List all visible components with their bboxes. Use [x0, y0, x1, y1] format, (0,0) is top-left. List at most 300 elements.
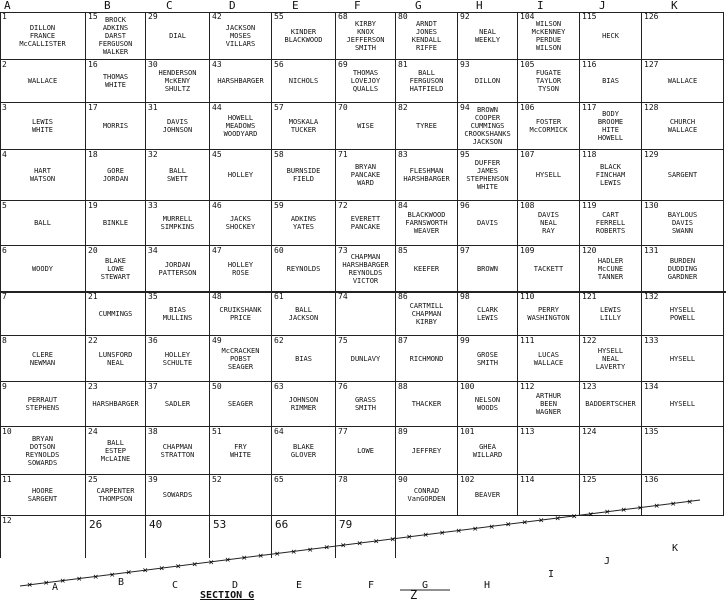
owner-name: BALL — [107, 438, 124, 447]
owner-name: SWANN — [671, 227, 694, 235]
owner-name: HADLER — [597, 256, 624, 265]
owner-name: GARDNER — [667, 272, 698, 281]
bottom-column-letter: E — [296, 580, 303, 591]
fence-x-mark: × — [390, 534, 396, 545]
fence-x-mark: × — [159, 564, 165, 575]
fence-x-mark: × — [109, 570, 115, 581]
plot-number: 35 — [148, 292, 158, 301]
owner-name: McKENNEY — [531, 27, 566, 36]
plot-number: 42 — [212, 12, 222, 21]
owner-name: HENDERSON — [158, 69, 197, 77]
owner-name: VanGORDEN — [407, 495, 446, 503]
owner-name: BROWN — [476, 264, 499, 273]
owner-name: TANNER — [597, 272, 624, 281]
owner-name: WALLACE — [533, 358, 564, 367]
plot-number: 63 — [274, 382, 284, 391]
fence-x-mark: × — [192, 559, 198, 570]
owner-name: SADLER — [164, 400, 191, 408]
owner-name: MEADOWS — [225, 122, 256, 130]
plot-number: 83 — [398, 150, 408, 159]
fence-x-mark: × — [142, 566, 148, 577]
owner-name: HARSHBARGER — [217, 77, 264, 85]
owner-name: LEWIS — [31, 118, 54, 126]
owner-name: TUCKER — [290, 126, 317, 134]
plot-number: 106 — [520, 103, 535, 112]
owner-name: RIMMER — [290, 404, 317, 412]
owner-name: THOMAS — [102, 73, 129, 81]
owner-name: JORDAN — [164, 260, 191, 269]
fence-x-mark: × — [60, 576, 66, 587]
fence-x-mark: × — [588, 509, 594, 520]
plot-number: 5 — [2, 201, 7, 210]
fence-x-mark: × — [687, 497, 693, 508]
owner-name: VICTOR — [352, 276, 379, 285]
fence-x-mark: × — [27, 580, 33, 591]
owner-name: JEFFERSON — [346, 35, 385, 44]
plot-number: 6 — [2, 246, 7, 255]
fence-x-mark: × — [406, 532, 412, 543]
owner-name: WILLARD — [472, 450, 503, 459]
plot-number: 77 — [338, 427, 348, 436]
owner-name: HYSELL — [597, 346, 624, 355]
plot-number: 40 — [149, 518, 163, 531]
owner-name: DOTSON — [29, 442, 56, 451]
plot-number: 22 — [88, 336, 98, 345]
column-letter: B — [104, 0, 111, 12]
owner-name: NEAL — [540, 219, 557, 227]
owner-name: BROWN — [476, 106, 499, 114]
plot-number: 1 — [2, 12, 7, 21]
plot-number: 20 — [88, 246, 98, 255]
owner-name: GLOVER — [290, 450, 317, 459]
owner-name: BINKLE — [102, 219, 129, 227]
owner-name: MULLINS — [162, 313, 193, 322]
bottom-column-letter: H — [484, 580, 491, 591]
owner-name: BALL — [34, 219, 51, 227]
owner-name: BURDEN — [669, 256, 696, 265]
plot-number: 125 — [582, 475, 597, 484]
owner-name: CUMMINGS — [98, 309, 133, 318]
fence-x-mark: × — [76, 574, 82, 585]
owner-name: STEWART — [100, 272, 131, 281]
owner-name: CLARK — [476, 305, 499, 314]
owner-name: GRASS — [354, 396, 377, 404]
owner-name: HYSELL — [669, 305, 696, 314]
plot-number: 64 — [274, 427, 284, 436]
plot-number: 23 — [88, 382, 98, 391]
owner-name: BIAS — [169, 305, 186, 314]
owner-name: WALLACE — [667, 126, 698, 134]
owner-name: CARTMILL — [409, 301, 444, 310]
plot-number: 39 — [148, 475, 158, 484]
fence-x-mark: × — [340, 541, 346, 552]
owner-name: FINCHAM — [595, 171, 626, 179]
owner-name: BALL — [169, 167, 186, 175]
owner-name: RICHMOND — [409, 354, 444, 363]
plot-number: 15 — [88, 12, 98, 21]
plot-number: 65 — [274, 475, 284, 484]
plot-number: 8 — [2, 336, 7, 345]
plot-number: 34 — [148, 246, 158, 255]
owner-name: JEFFREY — [411, 446, 442, 455]
owner-name: FERGUSON — [409, 77, 444, 85]
plot-number: 113 — [520, 427, 535, 436]
bottom-column-letter: J — [604, 556, 611, 567]
plot-number: 75 — [338, 336, 348, 345]
owner-name: SHOCKEY — [225, 223, 256, 231]
owner-name: HYSELL — [669, 400, 696, 408]
plot-number: 89 — [398, 427, 408, 436]
owner-name: GROSE — [476, 350, 499, 359]
fence-x-mark: × — [637, 503, 643, 514]
plot-number: 101 — [460, 427, 475, 436]
plot-number: 88 — [398, 382, 408, 391]
plot-number: 132 — [644, 292, 659, 301]
plot-number: 11 — [2, 475, 12, 484]
owner-name: WALLACE — [27, 77, 58, 85]
owner-name: JACKSON — [288, 313, 319, 322]
owner-name: THOMAS — [352, 69, 379, 77]
owner-name: KNOX — [357, 27, 374, 36]
plot-number: 12 — [2, 516, 12, 525]
owner-name: GHEA — [479, 442, 496, 451]
owner-name: STEPHENSON — [466, 175, 509, 183]
plot-number: 53 — [213, 518, 227, 531]
column-letter: I — [537, 0, 544, 12]
owner-name: HART — [34, 167, 51, 175]
fence-x-mark: × — [291, 547, 297, 558]
owner-name: BIAS — [602, 77, 619, 85]
owner-name: JONES — [415, 27, 438, 36]
plot-number: 18 — [88, 150, 98, 159]
owner-name: CARPENTER — [96, 487, 135, 495]
fence-x-mark: × — [93, 572, 99, 583]
owner-name: KINDER — [290, 27, 317, 36]
plot-number: 79 — [339, 518, 353, 531]
owner-name: WEEKLY — [474, 35, 501, 44]
owner-name: PATTERSON — [158, 268, 197, 277]
plot-number: 134 — [644, 382, 659, 391]
plot-number: 24 — [88, 427, 98, 436]
owner-name: McCRACKEN — [221, 346, 260, 355]
owner-name: DAVIS — [671, 219, 694, 227]
owner-name: EVERETT — [350, 215, 381, 223]
owner-name: McCUNE — [597, 264, 624, 273]
owner-name: YATES — [292, 223, 315, 231]
owner-name: JAMES — [476, 167, 499, 175]
owner-name: STEPHENS — [25, 404, 60, 412]
plot-number: 36 — [148, 336, 158, 345]
owner-name: ESTEP — [104, 446, 127, 455]
owner-name: FRY — [234, 442, 247, 451]
owner-name: BLACKWOOD — [407, 211, 446, 219]
fence-x-mark: × — [522, 518, 528, 529]
owner-name: WEAVER — [413, 227, 440, 235]
bottom-column-letter: B — [118, 577, 125, 588]
owner-name: BEEN — [540, 400, 557, 408]
owner-name: LEWIS — [476, 313, 499, 322]
owner-name: CRUIKSHANK — [219, 305, 262, 314]
owner-name: MURRELL — [162, 215, 193, 223]
plot-number: 78 — [338, 475, 348, 484]
plot-number: 124 — [582, 427, 597, 436]
owner-name: RIFFE — [415, 43, 438, 52]
owner-name: BALL — [418, 69, 435, 77]
plot-number: 84 — [398, 201, 408, 210]
plot-number: 70 — [338, 103, 348, 112]
owner-name: FLESHMAN — [409, 167, 444, 175]
plot-number: 30 — [148, 60, 158, 69]
plot-number: 90 — [398, 475, 408, 484]
owner-name: BLAKE — [292, 442, 315, 451]
owner-name: SOWARDS — [27, 458, 58, 467]
owner-name: HARSHBARGER — [92, 400, 139, 408]
owner-name: WOODS — [476, 404, 499, 412]
owner-name: HOLLEY — [164, 350, 191, 359]
fence-x-mark: × — [274, 549, 280, 560]
owner-name: ARTHUR — [535, 392, 562, 400]
owner-name: CLERE — [31, 350, 54, 359]
plot-number: 104 — [520, 12, 535, 21]
owner-name: SEAGER — [227, 362, 254, 371]
owner-name: RAY — [542, 227, 555, 235]
owner-name: WARD — [357, 179, 374, 187]
fence-x-mark: × — [489, 522, 495, 533]
plot-number: 58 — [274, 150, 284, 159]
fence-x-mark: × — [324, 543, 330, 554]
plot-number: 21 — [88, 292, 98, 301]
fence-x-mark: × — [258, 551, 264, 562]
bottom-column-letter: D — [232, 580, 239, 591]
owner-name: PERRAUT — [27, 396, 58, 404]
owner-name: TAYLOR — [535, 77, 562, 85]
plot-number: 94 — [460, 103, 470, 112]
owner-name: ROBERTS — [595, 227, 626, 235]
owner-name: SARGENT — [667, 171, 698, 179]
plot-number: 97 — [460, 246, 470, 255]
plot-number: 115 — [582, 12, 597, 21]
section-label: SECTION G — [200, 590, 255, 601]
plot-number: 73 — [338, 246, 348, 255]
owner-name: BAYLOUS — [667, 211, 698, 219]
fence-x-mark: × — [43, 578, 49, 589]
owner-name: JACKSON — [472, 138, 503, 146]
plot-number: 110 — [520, 292, 535, 301]
owner-name: HOLLEY — [227, 260, 254, 269]
plot-number: 31 — [148, 103, 158, 112]
owner-name: JACKSON — [225, 23, 256, 32]
fence-x-mark: × — [126, 568, 132, 579]
plot-number: 107 — [520, 150, 535, 159]
owner-name: JOHNSON — [288, 396, 319, 404]
column-letter: A — [4, 0, 11, 12]
owner-name: COOPER — [474, 114, 501, 122]
owner-name: MOSES — [229, 31, 252, 40]
plot-number: 16 — [88, 60, 98, 69]
fence-x-mark: × — [423, 530, 429, 541]
owner-name: WHITE — [31, 126, 54, 134]
plot-number: 55 — [274, 12, 284, 21]
plot-number: 44 — [212, 103, 222, 112]
plot-number: 61 — [274, 292, 284, 301]
bottom-column-letter: G — [422, 580, 429, 591]
fence-x-mark: × — [307, 545, 313, 556]
plot-number: 57 — [274, 103, 284, 112]
owner-name: JOHNSON — [162, 126, 193, 134]
owner-name: VILLARS — [225, 39, 256, 48]
plot-number: 85 — [398, 246, 408, 255]
owner-name: McCORMICK — [529, 126, 568, 134]
owner-name: SEAGER — [227, 400, 254, 408]
owner-name: SARGENT — [27, 495, 58, 503]
owner-name: DUFFER — [474, 159, 501, 167]
owner-name: JORDAN — [102, 175, 129, 183]
owner-name: BALL — [295, 305, 312, 314]
owner-name: WASHINGTON — [527, 313, 570, 322]
owner-name: BLAKE — [104, 256, 127, 265]
bottom-column-letter: K — [672, 543, 679, 554]
owner-name: SMITH — [354, 43, 377, 52]
bottom-column-letter: I — [548, 569, 555, 580]
fence-x-mark: × — [357, 539, 363, 549]
plot-number: 49 — [212, 336, 222, 345]
plot-number: 87 — [398, 336, 408, 345]
bottom-column-letter: C — [172, 580, 179, 591]
owner-name: CART — [602, 211, 619, 219]
owner-name: FOSTER — [535, 118, 562, 126]
plot-number: 60 — [274, 246, 284, 255]
plot-number: 105 — [520, 60, 535, 69]
owner-name: DAVIS — [166, 118, 189, 126]
plot-number: 116 — [582, 60, 597, 69]
owner-name: MOSKALA — [288, 118, 319, 126]
owner-name: HOLLEY — [227, 171, 254, 179]
plot-number: 59 — [274, 201, 284, 210]
owner-name: QUALLS — [352, 85, 379, 93]
fence-x-mark: × — [208, 557, 214, 568]
owner-name: LUCAS — [537, 350, 560, 359]
owner-name: BROOME — [597, 118, 624, 126]
owner-name: WALKER — [102, 47, 129, 56]
owner-name: MORRIS — [102, 122, 129, 130]
owner-name: PANCAKE — [350, 171, 381, 179]
plot-number: 131 — [644, 246, 659, 255]
owner-name: POBST — [229, 354, 252, 363]
owner-name: CHAPMAN — [350, 252, 381, 261]
plot-number: 123 — [582, 382, 597, 391]
owner-name: WHITE — [229, 450, 252, 459]
owner-name: WILSON — [535, 43, 562, 52]
owner-name: WHITE — [476, 183, 499, 191]
owner-name: NEWMAN — [29, 358, 56, 367]
owner-name: CROOKSHANKS — [464, 130, 511, 138]
plot-number: 3 — [2, 103, 7, 112]
plot-number: 96 — [460, 201, 470, 210]
plot-number: 121 — [582, 292, 597, 301]
owner-name: REYNOLDS — [348, 268, 383, 277]
owner-name: HOORE — [31, 487, 54, 495]
owner-name: BLACK — [599, 163, 622, 171]
owner-name: CUMMINGS — [470, 122, 505, 130]
owner-name: KIRBY — [415, 317, 438, 326]
plot-number: 95 — [460, 150, 470, 159]
owner-name: NELSON — [474, 396, 501, 404]
owner-name: DAVIS — [537, 211, 560, 219]
plot-number: 117 — [582, 103, 597, 112]
plot-number: 129 — [644, 150, 659, 159]
owner-name: NICHOLS — [288, 77, 319, 85]
fence-x-mark: × — [571, 511, 577, 522]
owner-name: PANCAKE — [350, 223, 381, 231]
fence-x-mark: × — [538, 516, 544, 527]
fence-x-mark: × — [604, 507, 610, 518]
plot-number: 2 — [2, 60, 7, 69]
column-letter: F — [354, 0, 361, 12]
fence-x-mark: × — [225, 555, 231, 566]
owner-name: McCALLISTER — [19, 39, 66, 48]
owner-name: KENDALL — [411, 35, 442, 44]
plot-number: 133 — [644, 336, 659, 345]
owner-name: WAGNER — [535, 408, 562, 416]
plot-number: 118 — [582, 150, 597, 159]
owner-name: NEAL — [107, 358, 124, 367]
owner-name: HOWELL — [227, 114, 254, 122]
owner-name: FERGUSON — [98, 39, 133, 48]
plot-number: 37 — [148, 382, 158, 391]
owner-name: HYSELL — [669, 354, 696, 363]
owner-name: WHITE — [104, 81, 127, 89]
owner-name: ROSE — [232, 268, 249, 277]
plot-number: 71 — [338, 150, 348, 159]
bottom-column-letter: F — [368, 580, 375, 591]
plot-number: 29 — [148, 12, 158, 21]
plot-number: 119 — [582, 201, 597, 210]
fence-x-mark: × — [472, 524, 478, 535]
owner-name: WOODYARD — [223, 130, 258, 138]
fence-x-mark: × — [175, 561, 181, 572]
owner-name: BRYAN — [354, 163, 377, 171]
plot-number: 72 — [338, 201, 348, 210]
plot-number: 56 — [274, 60, 284, 69]
plot-number: 68 — [338, 12, 348, 21]
owner-name: JACKS — [229, 215, 252, 223]
owner-name: LEWIS — [599, 179, 622, 187]
plot-number: 4 — [2, 150, 7, 159]
plot-number: 52 — [212, 475, 222, 484]
fence-x-mark: × — [439, 528, 445, 539]
owner-name: HARSHBARGER — [342, 260, 389, 269]
plot-number: 43 — [212, 60, 222, 69]
owner-name: SWETT — [166, 175, 189, 183]
plot-number: 38 — [148, 427, 158, 436]
owner-name: TYREE — [415, 122, 438, 130]
plot-number: 19 — [88, 201, 98, 210]
plot-number: 76 — [338, 382, 348, 391]
owner-name: WALLACE — [667, 77, 698, 85]
owner-name: LILLY — [599, 313, 622, 322]
owner-name: CHURCH — [669, 118, 696, 126]
owner-name: BADDERTSCHER — [585, 400, 636, 408]
owner-name: BODY — [602, 110, 619, 118]
column-letter: J — [599, 0, 606, 12]
owner-name: TYSON — [537, 85, 560, 93]
plot-number: 33 — [148, 201, 158, 210]
owner-name: GORE — [107, 167, 124, 175]
plot-number: 126 — [644, 12, 659, 21]
owner-name: LUNSFORD — [98, 350, 133, 359]
north-arrow-symbol: Z — [410, 588, 418, 602]
owner-name: NEAL — [602, 354, 619, 363]
